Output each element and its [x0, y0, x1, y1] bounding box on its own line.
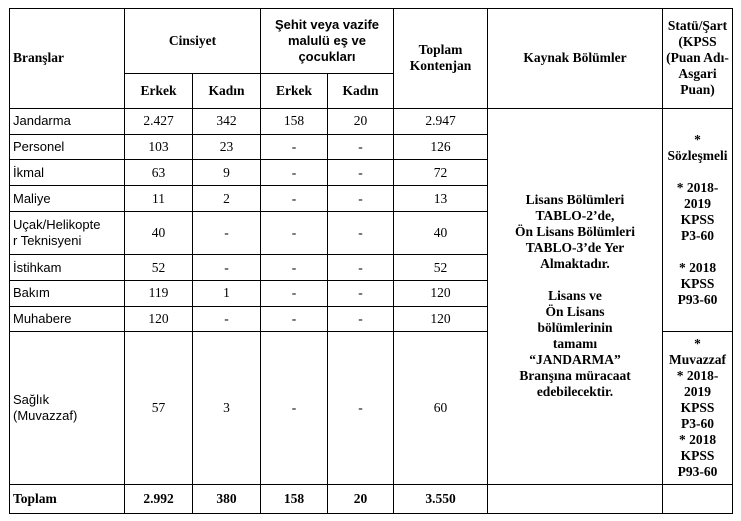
- cell-brans: [10, 211, 125, 254]
- total-kaynak-empty: [488, 485, 663, 514]
- cell-brans: Bakım: [10, 280, 125, 306]
- kaynak-p2-line1: Lisans ve: [548, 288, 602, 304]
- subheader-sehit-erkek: Erkek: [261, 73, 328, 108]
- cell-kadin: 23: [193, 134, 261, 160]
- kaynak-p1-line2: TABLO-2’de,: [535, 208, 615, 224]
- cell-sehit-kadin: -: [328, 280, 394, 306]
- cell-toplam: 40: [394, 211, 488, 254]
- statu2-line3: * 2018-: [676, 368, 719, 384]
- kaynak-p1-line5: Almaktadır.: [540, 256, 610, 272]
- total-row: [10, 485, 733, 514]
- cell-toplam: 60: [394, 332, 488, 485]
- kaynak-p2-line4: tamamı: [552, 336, 598, 352]
- total-toplam: 3.550: [394, 485, 488, 514]
- cell-toplam: 72: [394, 160, 488, 186]
- header-branslar: Branşlar: [10, 9, 125, 109]
- kaynak-p2-line5: “JANDARMA”: [529, 352, 621, 368]
- header-sehit: [261, 9, 394, 74]
- cell-kadin: 9: [193, 160, 261, 186]
- header-sehit-line1: Şehit veya vazife: [274, 16, 380, 32]
- header-toplam-line1: Toplam: [418, 42, 463, 58]
- total-label: Toplam: [10, 485, 125, 514]
- statu1-line5: P3-60: [681, 228, 714, 244]
- cell-kadin: 342: [193, 108, 261, 134]
- statu1-gap2: [666, 244, 729, 260]
- kaynak-gap: [491, 272, 659, 288]
- kaynak-p2-line3: bölümlerinin: [537, 320, 613, 336]
- cell-sehit-kadin: -: [328, 134, 394, 160]
- header-statu-line1: Statü/Şart: [667, 18, 728, 34]
- statu2-line6: * 2018: [678, 432, 717, 448]
- cell-toplam: 120: [394, 306, 488, 332]
- cell-kadin: 2: [193, 186, 261, 212]
- subheader-sehit-kadin: Kadın: [328, 73, 394, 108]
- cell-brans: Personel: [10, 134, 125, 160]
- statu2-line7: KPSS: [680, 448, 715, 464]
- total-sehit-kadin: 20: [328, 485, 394, 514]
- cell-toplam: 126: [394, 134, 488, 160]
- cell-erkek: 103: [125, 134, 193, 160]
- cell-sehit-erkek: -: [261, 306, 328, 332]
- cell-erkek: 52: [125, 255, 193, 281]
- cell-erkek: 11: [125, 186, 193, 212]
- cell-kadin: -: [193, 255, 261, 281]
- statu2-line8: P93-60: [677, 464, 718, 480]
- kaynak-p1-line4: TABLO-3’de Yer: [525, 240, 625, 256]
- cell-sehit-kadin: -: [328, 255, 394, 281]
- statu1-line3: * 2018-: [676, 180, 719, 196]
- header-sehit-line3: çocukları: [298, 48, 356, 64]
- statu2-line4: 2019 KPSS: [680, 384, 715, 416]
- cell-sehit-erkek: -: [261, 211, 328, 254]
- statu1-line7: KPSS: [680, 276, 715, 292]
- cell-kadin: 1: [193, 280, 261, 306]
- header-sehit-line2: malulü eş ve: [287, 32, 367, 48]
- cell-sehit-kadin: -: [328, 186, 394, 212]
- header-statu-line4: Asgari: [678, 66, 717, 82]
- cell-brans: Jandarma: [10, 108, 125, 134]
- cell-toplam: 120: [394, 280, 488, 306]
- cell-sehit-erkek: -: [261, 186, 328, 212]
- cell-erkek: 57: [125, 332, 193, 485]
- statu1-line4: 2019 KPSS: [680, 196, 715, 228]
- kaynak-p2-line2: Ön Lisans: [545, 304, 605, 320]
- cell-sehit-kadin: -: [328, 211, 394, 254]
- header-toplam: [394, 9, 488, 109]
- total-statu-empty: [663, 485, 733, 514]
- statu-muvazzaf-cell: [663, 332, 733, 485]
- header-statu-line3: (Puan Adı-: [666, 50, 729, 66]
- cell-sehit-erkek: -: [261, 255, 328, 281]
- cell-brans: Muhabere: [10, 306, 125, 332]
- cell-kadin: 3: [193, 332, 261, 485]
- cell-brans: İstihkam: [10, 255, 125, 281]
- cell-toplam: 13: [394, 186, 488, 212]
- statu1-line6: * 2018: [678, 260, 717, 276]
- cell-sehit-kadin: -: [328, 160, 394, 186]
- cell-brans: [10, 332, 125, 485]
- cell-erkek: 2.427: [125, 108, 193, 134]
- kaynak-p1-line3: Ön Lisans Bölümleri: [514, 224, 636, 240]
- kaynak-bolumler-cell: [488, 108, 663, 484]
- cell-brans-line2: r Teknisyeni: [13, 233, 82, 249]
- total-kadin: 380: [193, 485, 261, 514]
- statu1-line1: *: [694, 132, 701, 148]
- header-toplam-line2: Kontenjan: [409, 58, 472, 74]
- header-statu-line5: Puan): [680, 82, 715, 98]
- cell-brans-line2: (Muvazzaf): [13, 408, 78, 424]
- cell-sehit-erkek: -: [261, 332, 328, 485]
- kaynak-p1-line1: Lisans Bölümleri: [525, 192, 625, 208]
- cell-brans-line1: Uçak/Helikopte: [13, 217, 101, 233]
- header-cinsiyet: Cinsiyet: [125, 9, 261, 74]
- statu1-gap1: [666, 164, 729, 180]
- cell-erkek: 119: [125, 280, 193, 306]
- cell-sehit-erkek: 158: [261, 108, 328, 134]
- header-statu: [663, 9, 733, 109]
- cell-brans: Maliye: [10, 186, 125, 212]
- cell-brans: İkmal: [10, 160, 125, 186]
- statu-sozlesmeli-cell: [663, 108, 733, 332]
- cell-kadin: -: [193, 306, 261, 332]
- header-kaynak: Kaynak Bölümler: [488, 9, 663, 109]
- cell-sehit-kadin: -: [328, 306, 394, 332]
- statu2-line5: P3-60: [681, 416, 714, 432]
- kaynak-p2-line6: Branşına müracaat: [519, 368, 631, 384]
- cell-kadin: -: [193, 211, 261, 254]
- header-statu-line2: (KPSS: [678, 34, 717, 50]
- header-row: [10, 9, 733, 74]
- total-sehit-erkek: 158: [261, 485, 328, 514]
- cell-sehit-kadin: -: [328, 332, 394, 485]
- statu2-line1: *: [694, 336, 701, 352]
- cell-erkek: 63: [125, 160, 193, 186]
- kontenjan-table: [9, 8, 733, 514]
- statu2-line2: Muvazzaf: [669, 352, 726, 368]
- cell-toplam: 52: [394, 255, 488, 281]
- cell-erkek: 120: [125, 306, 193, 332]
- subheader-kadin: Kadın: [193, 73, 261, 108]
- cell-sehit-erkek: -: [261, 134, 328, 160]
- table-row: [10, 108, 733, 134]
- kaynak-p2-line7: edebilecektir.: [536, 384, 614, 400]
- cell-toplam: 2.947: [394, 108, 488, 134]
- total-erkek: 2.992: [125, 485, 193, 514]
- cell-brans-line1: Sağlık: [13, 392, 50, 408]
- cell-sehit-erkek: -: [261, 280, 328, 306]
- cell-erkek: 40: [125, 211, 193, 254]
- statu1-line8: P93-60: [677, 292, 718, 308]
- cell-sehit-erkek: -: [261, 160, 328, 186]
- cell-sehit-kadin: 20: [328, 108, 394, 134]
- subheader-erkek: Erkek: [125, 73, 193, 108]
- statu1-line2: Sözleşmeli: [667, 148, 728, 164]
